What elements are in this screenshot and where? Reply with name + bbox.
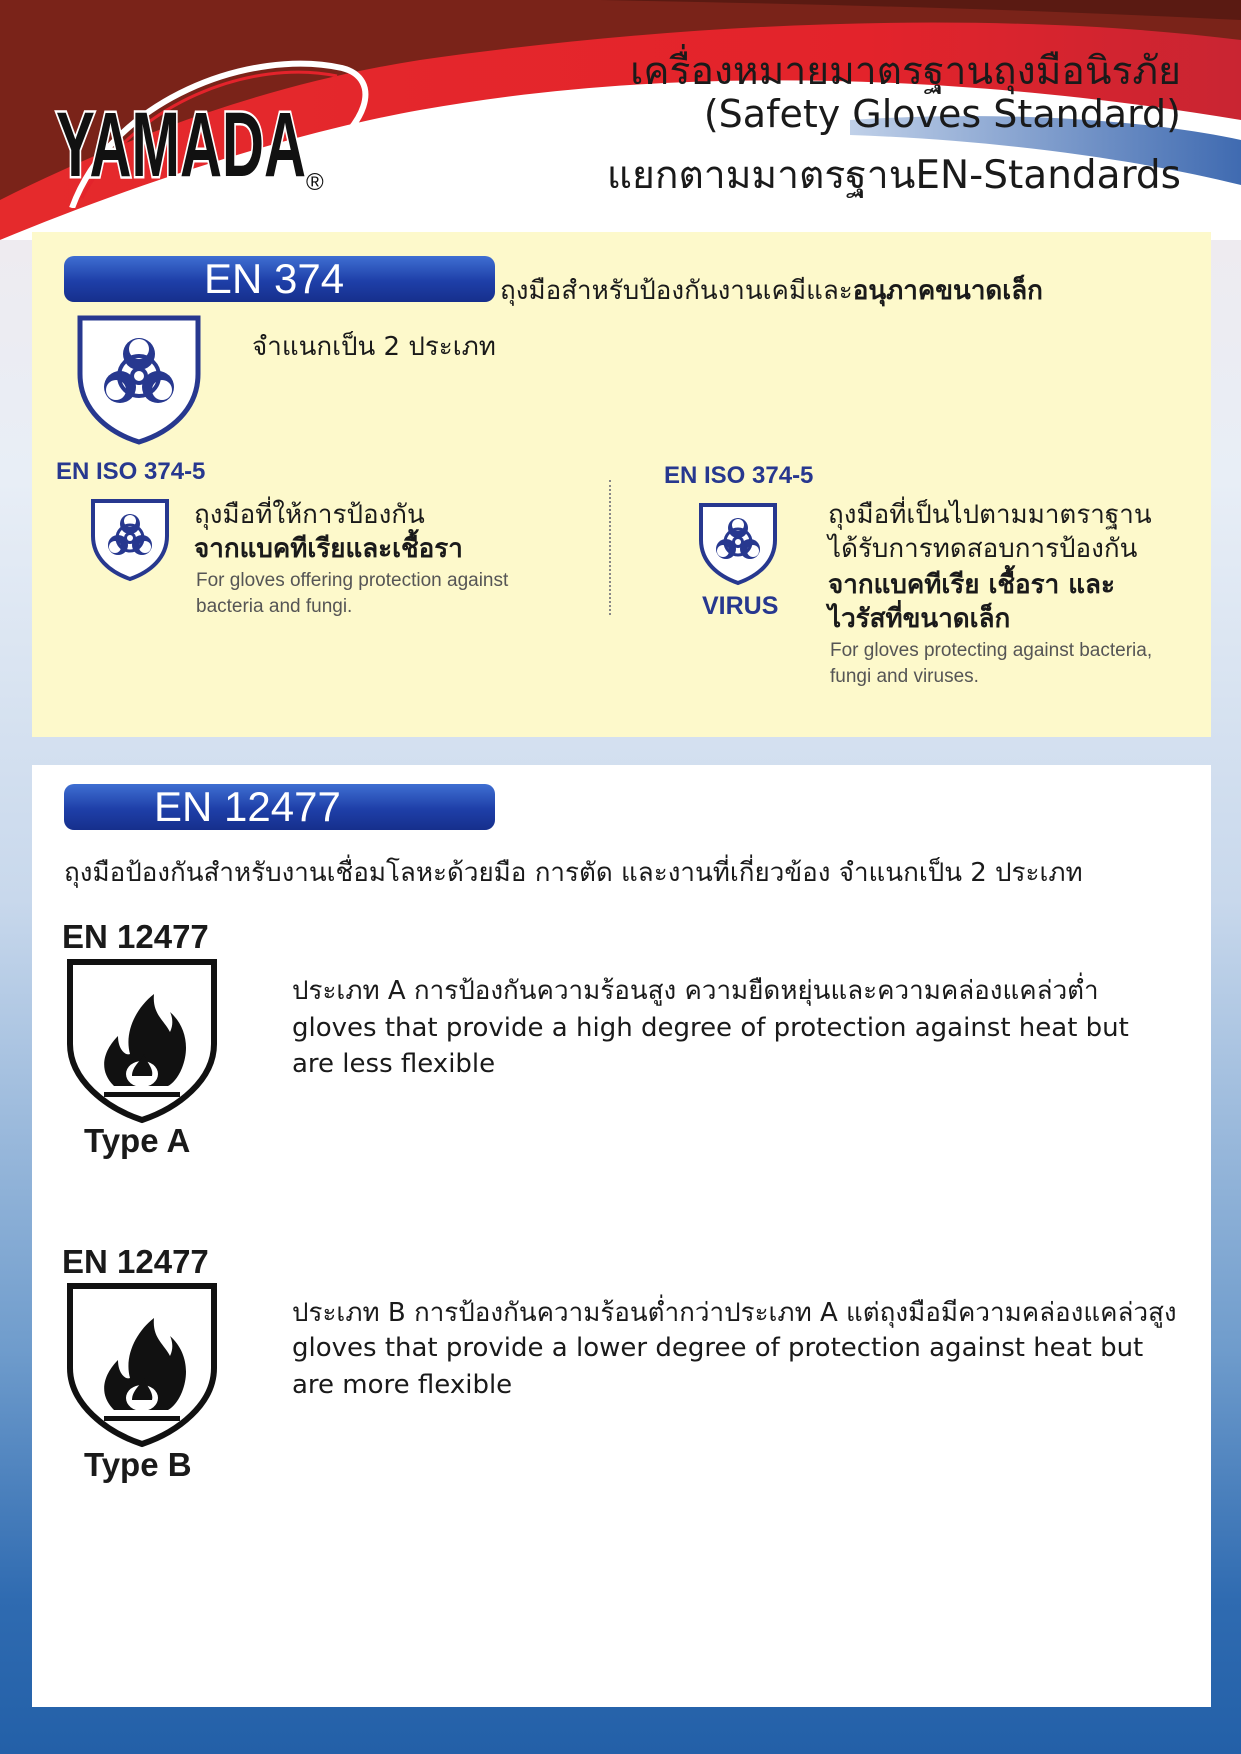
column-divider (609, 480, 611, 615)
en12477-description: ถุงมือป้องกันสำหรับงานเชื่อมโลหะด้วยมือ การตัด และงานที่เกี่ยวข้อง จำแนกเป็น 2 ประเภท (64, 858, 1083, 888)
type-b-caption: Type B (84, 1446, 192, 1483)
type-a-caption: Type A (84, 1122, 191, 1159)
header-title-english: (Safety Gloves Standard) (703, 92, 1181, 136)
en374-left-en-line2: bacteria and fungi. (196, 596, 353, 617)
type-b-th-text: ประเภท B การป้องกันความร้อนต่ำกว่าประเภท A แต่ถุงมือมีความคล่องแคล่วสูง (292, 1298, 1177, 1328)
en374-classify-text: จำแนกเป็น 2 ประเภท (252, 332, 496, 362)
type-b-en-line1: gloves that provide a lower degree of protection against heat but (292, 1333, 1144, 1363)
en374-left-th-line1: ถุงมือที่ให้การป้องกัน (194, 500, 425, 530)
svg-text:YAMADA: YAMADA (56, 94, 306, 196)
en374-right-label: EN ISO 374-5 (664, 462, 814, 489)
svg-text:®: ® (306, 169, 324, 196)
biohazard-virus-shield-icon (698, 502, 778, 586)
en374-right-th-line1: ถุงมือที่เป็นไปตามมาตราฐาน (828, 500, 1152, 530)
en374-left-th-line2: จากแบคทีเรียและเชื้อรา (194, 534, 463, 564)
en12477-panel (32, 765, 1211, 1707)
en374-right-th-line3: จากแบคทีเรีย เชื้อรา และ (828, 570, 1115, 600)
en374-right-th-line2: ได้รับการทดสอบการป้องกัน (828, 534, 1138, 564)
en374-right-en-line1: For gloves protecting against bacteria, (830, 640, 1153, 661)
yamada-logo (52, 58, 382, 208)
en374-left-en-line1: For gloves offering protection against (196, 570, 509, 591)
type-a-standard-label: EN 12477 (62, 918, 209, 955)
biohazard-shield-icon-small (90, 498, 170, 582)
en374-right-th-line4: ไวรัสที่ขนาดเล็ก (828, 604, 1011, 634)
biohazard-shield-icon (76, 314, 202, 446)
en374-description: ถุงมือสำหรับป้องกันงานเคมีและอนุภาคขนาดเล็ก (500, 276, 1043, 306)
type-a-en-line2: are less flexible (292, 1049, 496, 1079)
type-a-th-text: ประเภท A การป้องกันความร้อนสูง ความยืดหยุ่นและความคล่องแคล่วต่ำ (292, 976, 1099, 1006)
en374-badge: EN 374 (64, 256, 495, 302)
header-title-thai: เครื่องหมายมาตรฐานถุงมือนิรภัย (630, 49, 1181, 94)
flame-shield-icon (66, 958, 218, 1124)
header-subtitle: แยกตามมาตรฐานEN-Standards (606, 153, 1181, 198)
type-b-standard-label: EN 12477 (62, 1243, 209, 1280)
en374-right-en-line2: fungi and viruses. (830, 666, 979, 687)
flame-shield-icon (66, 1282, 218, 1448)
virus-caption: VIRUS (702, 592, 779, 620)
type-b-en-line2: are more flexible (292, 1370, 513, 1400)
type-a-en-line1: gloves that provide a high degree of protection against heat but (292, 1013, 1129, 1043)
en12477-badge: EN 12477 (64, 784, 495, 830)
en374-left-label: EN ISO 374-5 (56, 458, 206, 485)
